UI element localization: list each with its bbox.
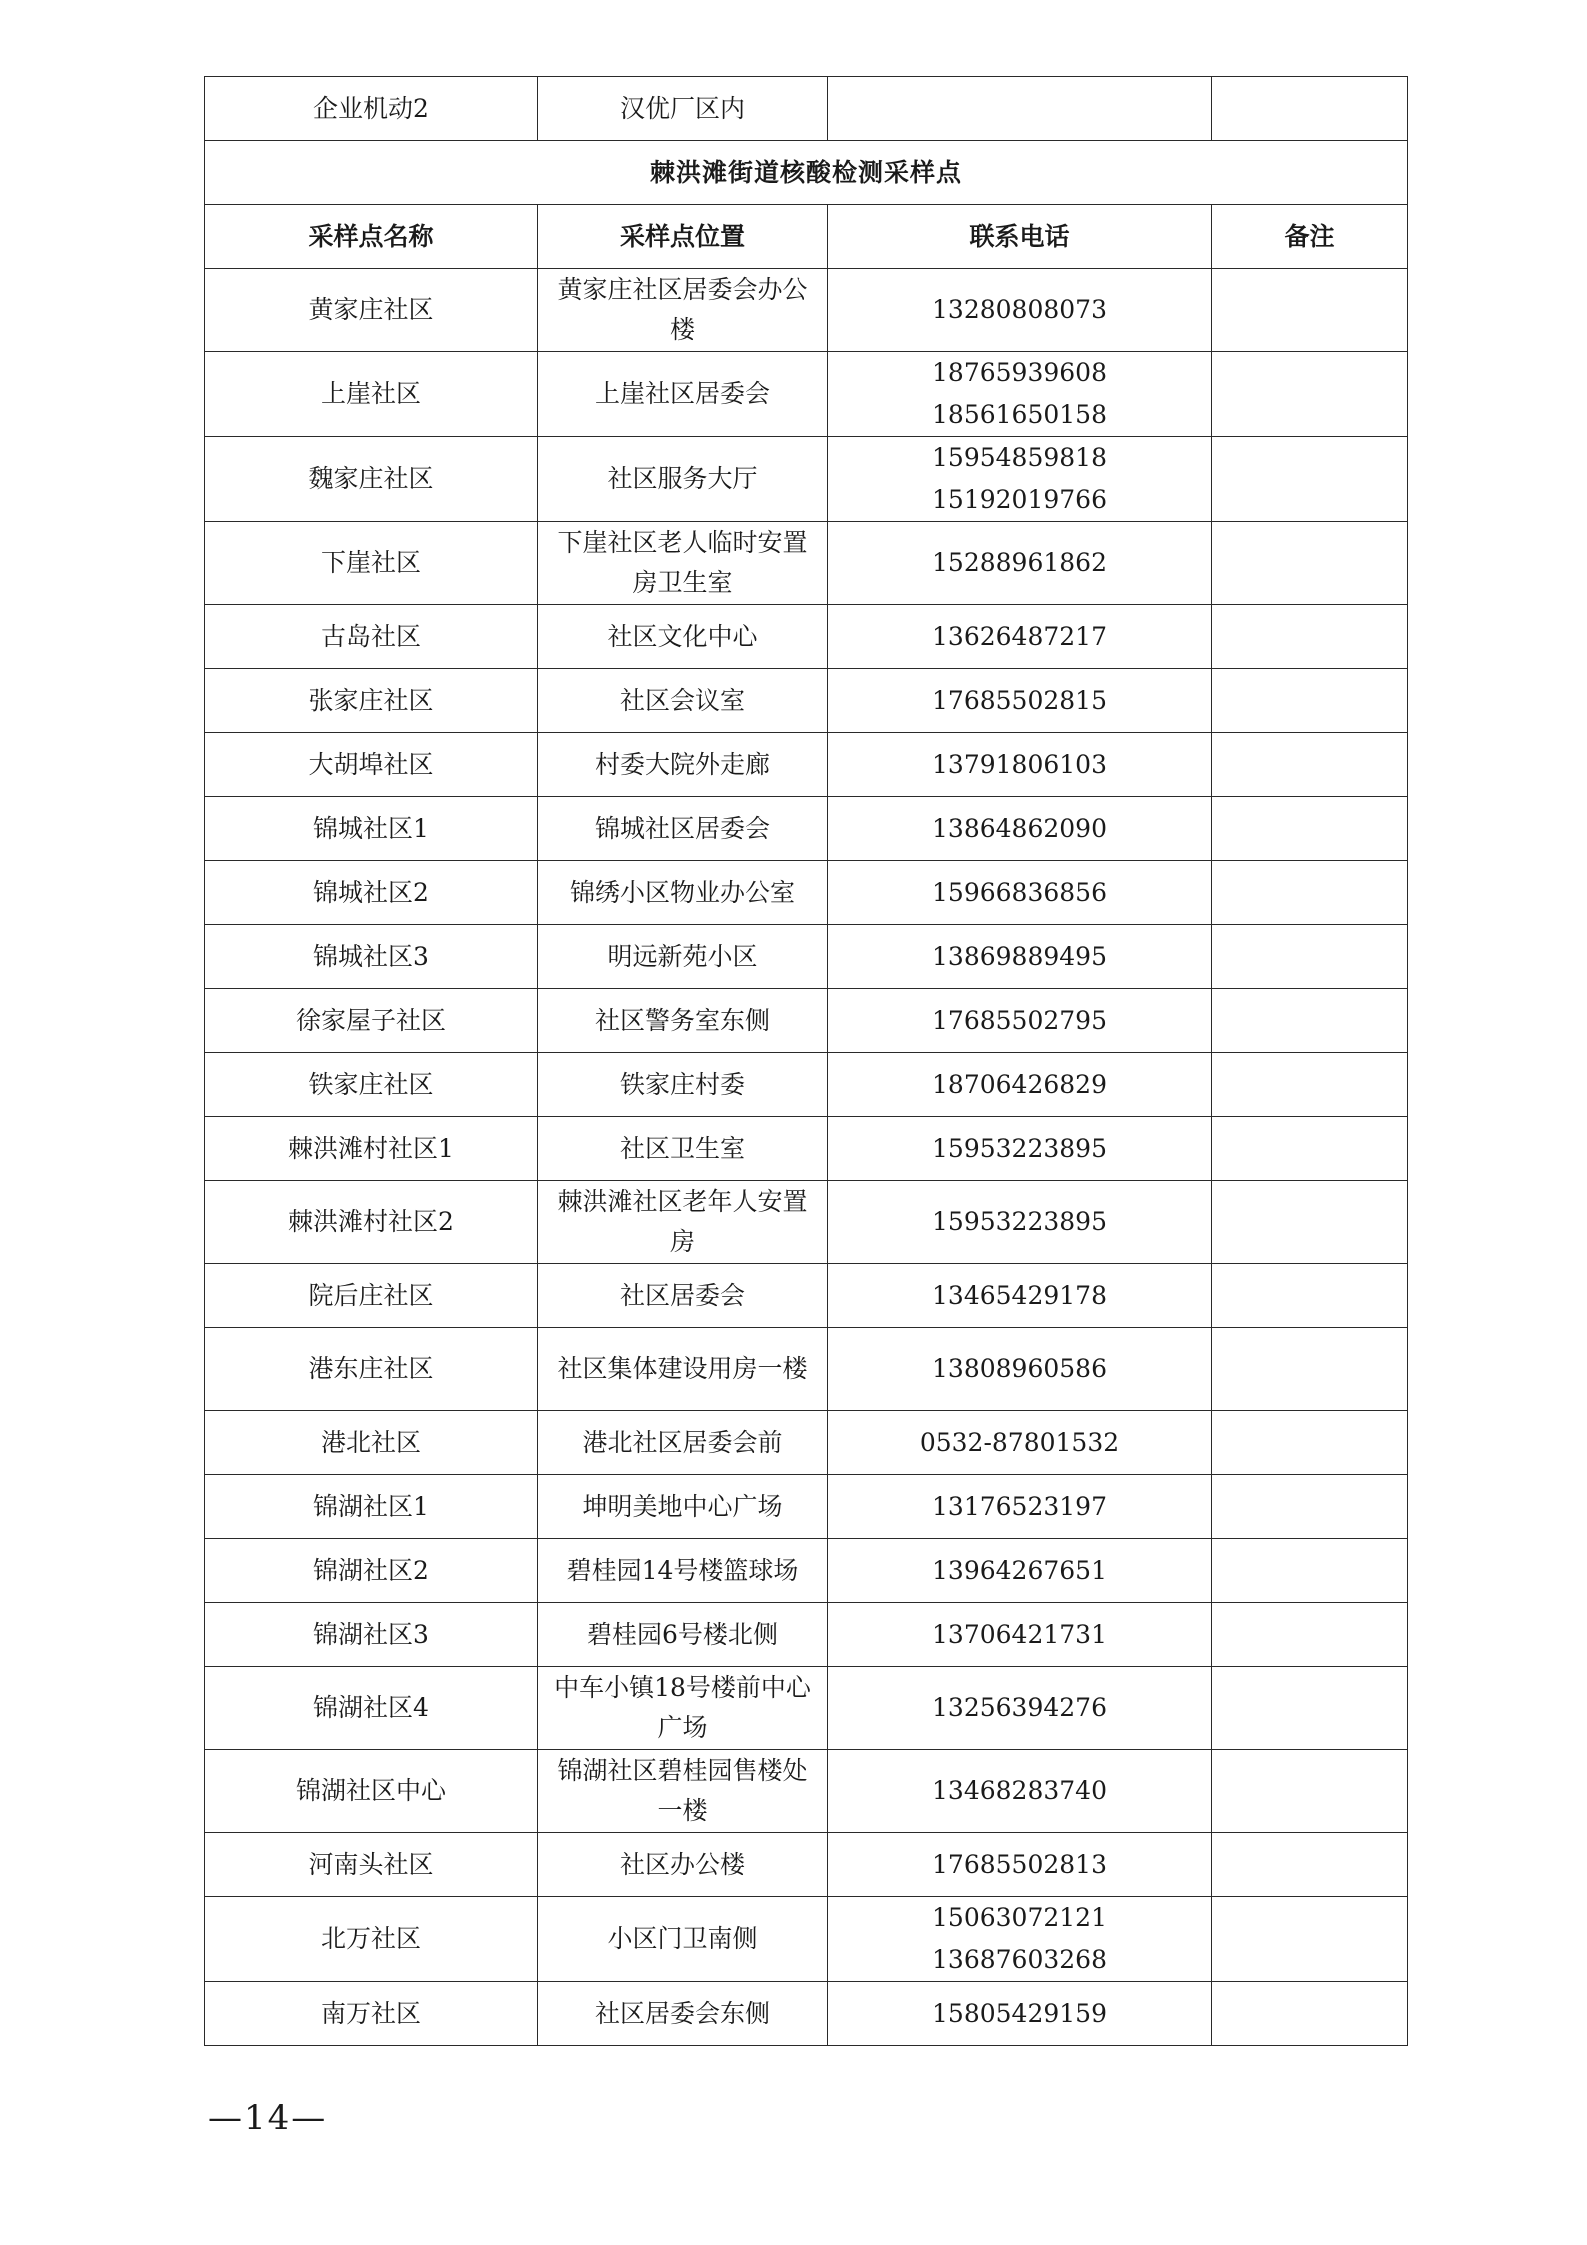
- cell-location: 明远新苑小区: [538, 925, 828, 989]
- cell-name: 古岛社区: [205, 605, 538, 669]
- cell-phone: [828, 861, 1212, 925]
- cell-name: 北万社区: [205, 1897, 538, 1982]
- cell-phone: [828, 733, 1212, 797]
- cell-phone: [828, 269, 1212, 352]
- table-row: [205, 1833, 1408, 1897]
- cell-name: 魏家庄社区: [205, 437, 538, 522]
- phone-number: 0532-87801532: [919, 1427, 1120, 1457]
- cell-note: [1212, 1982, 1408, 2046]
- cell-note: [1212, 861, 1408, 925]
- cell-note: [1212, 1475, 1408, 1539]
- table-row: [205, 522, 1408, 605]
- cell-phone: [828, 1539, 1212, 1603]
- cell-note: [1212, 1181, 1408, 1264]
- header-row: [205, 205, 1408, 269]
- cell-location: 下崖社区老人临时安置房卫生室: [538, 522, 828, 605]
- phone-number: 18765939608: [932, 358, 1107, 387]
- cell-phone: [828, 925, 1212, 989]
- header-location: 采样点位置: [538, 205, 828, 269]
- cell-note: [1212, 1539, 1408, 1603]
- table-row: [205, 1117, 1408, 1181]
- cell-name: 张家庄社区: [205, 669, 538, 733]
- phone-number: 15288961862: [932, 548, 1107, 577]
- section-title: 棘洪滩街道核酸检测采样点: [205, 141, 1408, 205]
- cell-note: [1212, 669, 1408, 733]
- cell-phone: [828, 1181, 1212, 1264]
- cell-location: 社区会议室: [538, 669, 828, 733]
- header-phone: 联系电话: [828, 205, 1212, 269]
- table-row: [205, 669, 1408, 733]
- phone-number: 17685502813: [932, 1849, 1107, 1879]
- table-row: [205, 1475, 1408, 1539]
- cell-phone: [828, 1750, 1212, 1833]
- cell-name: 锦湖社区4: [205, 1667, 538, 1750]
- cell-note: [1212, 1667, 1408, 1750]
- cell-phone: [828, 1264, 1212, 1328]
- cell-phone: [828, 1982, 1212, 2046]
- cell-note: [1212, 437, 1408, 522]
- table-row: [205, 437, 1408, 522]
- cell-location: 铁家庄村委: [538, 1053, 828, 1117]
- section-title-row: [205, 141, 1408, 205]
- cell-location: 社区居委会东侧: [538, 1982, 828, 2046]
- cell-note: [1212, 1053, 1408, 1117]
- cell-location: 社区服务大厅: [538, 437, 828, 522]
- cell-phone: [828, 1117, 1212, 1181]
- cell-location: 锦城社区居委会: [538, 797, 828, 861]
- table-row: [205, 1411, 1408, 1475]
- phone-number: 15063072121: [932, 1903, 1107, 1932]
- table-row: [205, 1181, 1408, 1264]
- table-row: [205, 1053, 1408, 1117]
- cell-name: 锦城社区3: [205, 925, 538, 989]
- cell-note: [1212, 989, 1408, 1053]
- phone-number: 15953223895: [932, 1207, 1107, 1236]
- phone-number: 13465429178: [932, 1280, 1107, 1310]
- cell-phone: [828, 1475, 1212, 1539]
- cell-name: 河南头社区: [205, 1833, 538, 1897]
- phone-number: 15966836856: [932, 877, 1107, 907]
- cell-location: 社区居委会: [538, 1264, 828, 1328]
- table-row: [205, 1264, 1408, 1328]
- cell-location: 社区集体建设用房一楼: [538, 1328, 828, 1411]
- cell-note: [1212, 77, 1408, 141]
- cell-name: 锦湖社区2: [205, 1539, 538, 1603]
- table-row: [205, 989, 1408, 1053]
- cell-note: [1212, 605, 1408, 669]
- cell-name: 锦湖社区中心: [205, 1750, 538, 1833]
- cell-phone: [828, 1667, 1212, 1750]
- cell-location: 汉优厂区内: [538, 77, 828, 141]
- cell-note: [1212, 733, 1408, 797]
- cell-location: 小区门卫南侧: [538, 1897, 828, 1982]
- cell-note: [1212, 1117, 1408, 1181]
- cell-location: 社区卫生室: [538, 1117, 828, 1181]
- cell-phone: [828, 1328, 1212, 1411]
- cell-location: 棘洪滩社区老年人安置房: [538, 1181, 828, 1264]
- phone-number: 13964267651: [932, 1555, 1107, 1585]
- page-number: —14—: [208, 2098, 328, 2138]
- phone-number: 17685502815: [932, 685, 1107, 715]
- table-row: [205, 605, 1408, 669]
- phone-number: 15954859818: [932, 443, 1107, 472]
- table-row: [205, 1750, 1408, 1833]
- cell-note: [1212, 797, 1408, 861]
- cell-phone: [828, 352, 1212, 437]
- cell-note: [1212, 925, 1408, 989]
- phone-number: 13280808073: [932, 295, 1107, 324]
- table-row: [205, 352, 1408, 437]
- table-row: [205, 77, 1408, 141]
- cell-phone: [828, 1897, 1212, 1982]
- table-row: [205, 733, 1408, 797]
- table-row: [205, 1539, 1408, 1603]
- cell-name: 下崖社区: [205, 522, 538, 605]
- cell-note: [1212, 1328, 1408, 1411]
- cell-name: 锦湖社区3: [205, 1603, 538, 1667]
- phone-number: 18706426829: [932, 1069, 1107, 1099]
- table-row: [205, 1603, 1408, 1667]
- cell-location: 碧桂园6号楼北侧: [538, 1603, 828, 1667]
- cell-location: 坤明美地中心广场: [538, 1475, 828, 1539]
- cell-note: [1212, 1897, 1408, 1982]
- cell-name: 棘洪滩村社区1: [205, 1117, 538, 1181]
- cell-phone: [828, 989, 1212, 1053]
- table-row: [205, 925, 1408, 989]
- cell-name: 大胡埠社区: [205, 733, 538, 797]
- phone-number: 15192019766: [932, 485, 1107, 514]
- phone-number: 13808960586: [932, 1354, 1107, 1383]
- cell-phone: [828, 1603, 1212, 1667]
- cell-location: 村委大院外走廊: [538, 733, 828, 797]
- cell-location: 锦绣小区物业办公室: [538, 861, 828, 925]
- cell-name: 黄家庄社区: [205, 269, 538, 352]
- table-row: [205, 797, 1408, 861]
- cell-phone: [828, 437, 1212, 522]
- header-note: 备注: [1212, 205, 1408, 269]
- table-row: [205, 1667, 1408, 1750]
- cell-note: [1212, 1603, 1408, 1667]
- cell-location: 碧桂园14号楼篮球场: [538, 1539, 828, 1603]
- phone-number: 13468283740: [932, 1776, 1107, 1805]
- cell-name: 锦城社区1: [205, 797, 538, 861]
- cell-name: 锦湖社区1: [205, 1475, 538, 1539]
- phone-number: 13256394276: [932, 1693, 1107, 1722]
- phone-number: 13687603268: [932, 1945, 1107, 1974]
- cell-note: [1212, 522, 1408, 605]
- cell-note: [1212, 352, 1408, 437]
- cell-phone: [828, 77, 1212, 141]
- table-row: [205, 269, 1408, 352]
- cell-phone: [828, 797, 1212, 861]
- cell-note: [1212, 269, 1408, 352]
- cell-location: 社区文化中心: [538, 605, 828, 669]
- cell-location: 社区警务室东侧: [538, 989, 828, 1053]
- cell-note: [1212, 1833, 1408, 1897]
- cell-name: 港北社区: [205, 1411, 538, 1475]
- cell-name: 锦城社区2: [205, 861, 538, 925]
- cell-phone: [828, 1053, 1212, 1117]
- cell-note: [1212, 1411, 1408, 1475]
- cell-name: 院后庄社区: [205, 1264, 538, 1328]
- cell-phone: [828, 522, 1212, 605]
- cell-location: 社区办公楼: [538, 1833, 828, 1897]
- cell-location: 黄家庄社区居委会办公楼: [538, 269, 828, 352]
- cell-note: [1212, 1264, 1408, 1328]
- cell-phone: [828, 1833, 1212, 1897]
- cell-location: 港北社区居委会前: [538, 1411, 828, 1475]
- phone-number: 13176523197: [932, 1491, 1107, 1521]
- cell-name: 徐家屋子社区: [205, 989, 538, 1053]
- cell-name: 上崖社区: [205, 352, 538, 437]
- phone-number: 15805429159: [932, 1998, 1107, 2028]
- table-row: [205, 1982, 1408, 2046]
- phone-number: 15953223895: [932, 1133, 1107, 1163]
- cell-name: 南万社区: [205, 1982, 538, 2046]
- table-row: [205, 1328, 1408, 1411]
- cell-name: 企业机动2: [205, 77, 538, 141]
- cell-location: 锦湖社区碧桂园售楼处一楼: [538, 1750, 828, 1833]
- phone-number: 18561650158: [932, 400, 1107, 429]
- cell-phone: [828, 1411, 1212, 1475]
- cell-location: 上崖社区居委会: [538, 352, 828, 437]
- phone-number: 13706421731: [932, 1619, 1107, 1649]
- cell-phone: [828, 669, 1212, 733]
- cell-name: 港东庄社区: [205, 1328, 538, 1411]
- phone-number: 17685502795: [932, 1005, 1107, 1035]
- sampling-points-table: [204, 76, 1408, 2046]
- header-name: 采样点名称: [205, 205, 538, 269]
- phone-number: 13869889495: [932, 941, 1107, 971]
- cell-note: [1212, 1750, 1408, 1833]
- phone-number: 13864862090: [932, 813, 1107, 843]
- cell-phone: [828, 605, 1212, 669]
- cell-location: 中车小镇18号楼前中心广场: [538, 1667, 828, 1750]
- phone-number: 13791806103: [932, 749, 1107, 779]
- cell-name: 棘洪滩村社区2: [205, 1181, 538, 1264]
- table-row: [205, 861, 1408, 925]
- phone-number: 13626487217: [932, 621, 1107, 651]
- cell-name: 铁家庄社区: [205, 1053, 538, 1117]
- table-row: [205, 1897, 1408, 1982]
